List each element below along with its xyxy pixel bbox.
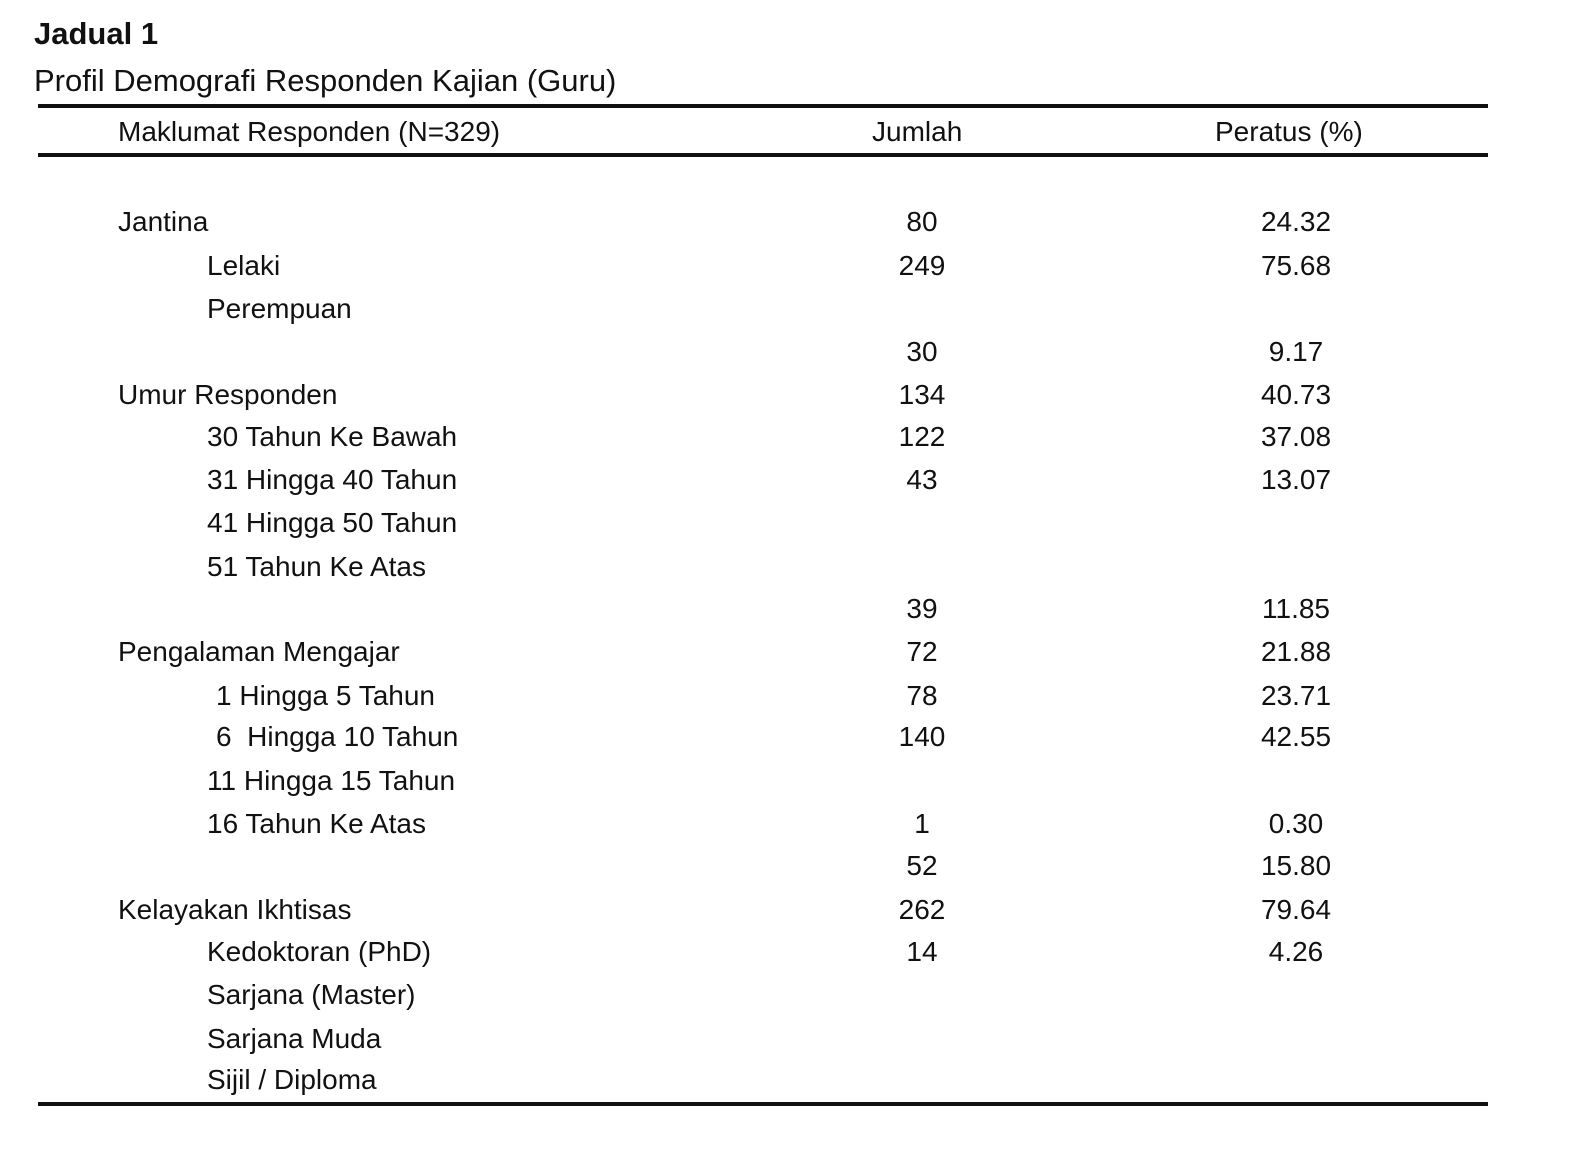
subcategory-label: 16 Tahun Ke Atas <box>207 808 426 839</box>
bottom-rule <box>38 1102 1488 1106</box>
percent-value: 37.08 <box>1260 421 1332 452</box>
subcategory-label: 51 Tahun Ke Atas <box>207 551 426 582</box>
subcategory-label: Kedoktoran (PhD) <box>207 936 432 967</box>
count-value: 80 <box>906 206 938 237</box>
header-label: Maklumat Responden (N=329) <box>118 116 501 147</box>
subcategory-label: Lelaki <box>207 250 281 281</box>
count-value: 122 <box>898 421 946 452</box>
table-number: Jadual 1 <box>34 16 159 51</box>
percent-value: 11.85 <box>1262 593 1330 624</box>
count-value: 78 <box>906 680 938 711</box>
percent-value: 42.55 <box>1260 721 1332 752</box>
percent-value: 79.64 <box>1260 894 1332 925</box>
count-value: 30 <box>906 336 938 367</box>
header-count: Jumlah <box>872 116 963 147</box>
subcategory-label: Perempuan <box>207 293 352 324</box>
percent-value: 40.73 <box>1260 379 1332 410</box>
percent-value: 24.32 <box>1260 206 1332 237</box>
table-title: Profil Demografi Responden Kajian (Guru) <box>34 63 617 98</box>
top-rule <box>38 104 1488 108</box>
category-label: Jantina <box>118 206 209 237</box>
count-value: 262 <box>898 894 946 925</box>
percent-value: 15.80 <box>1260 850 1332 881</box>
subcategory-label: 11 Hingga 15 Tahun <box>207 765 456 796</box>
category-label: Umur Responden <box>118 379 338 410</box>
subcategory-label: Sarjana (Master) <box>207 979 416 1010</box>
count-value: 39 <box>906 593 938 624</box>
subcategory-label: 6 Hingga 10 Tahun <box>216 721 459 752</box>
percent-value: 13.07 <box>1260 464 1332 495</box>
count-value: 249 <box>898 250 946 281</box>
count-value: 134 <box>898 379 946 410</box>
subcategory-label: 30 Tahun Ke Bawah <box>207 421 458 452</box>
header-percent: Peratus (%) <box>1215 116 1363 147</box>
count-value: 52 <box>906 850 938 881</box>
count-value: 140 <box>898 721 946 752</box>
header-rule <box>38 153 1488 157</box>
subcategory-label: 41 Hingga 50 Tahun <box>207 507 458 538</box>
percent-value: 9.17 <box>1268 336 1324 367</box>
count-value: 43 <box>906 464 938 495</box>
category-label: Pengalaman Mengajar <box>118 636 400 667</box>
percent-value: 4.26 <box>1268 936 1324 967</box>
subcategory-label: Sarjana Muda <box>207 1023 382 1054</box>
count-value: 72 <box>906 636 938 667</box>
percent-value: 75.68 <box>1260 250 1332 281</box>
percent-value: 23.71 <box>1260 680 1332 711</box>
subcategory-label: Sijil / Diploma <box>207 1064 377 1095</box>
subcategory-label: 31 Hingga 40 Tahun <box>207 464 458 495</box>
subcategory-label: 1 Hingga 5 Tahun <box>216 680 435 711</box>
count-value: 1 <box>914 808 930 839</box>
category-label: Kelayakan Ikhtisas <box>118 894 352 925</box>
percent-value: 21.88 <box>1260 636 1332 667</box>
percent-value: 0.30 <box>1268 808 1324 839</box>
count-value: 14 <box>906 936 938 967</box>
